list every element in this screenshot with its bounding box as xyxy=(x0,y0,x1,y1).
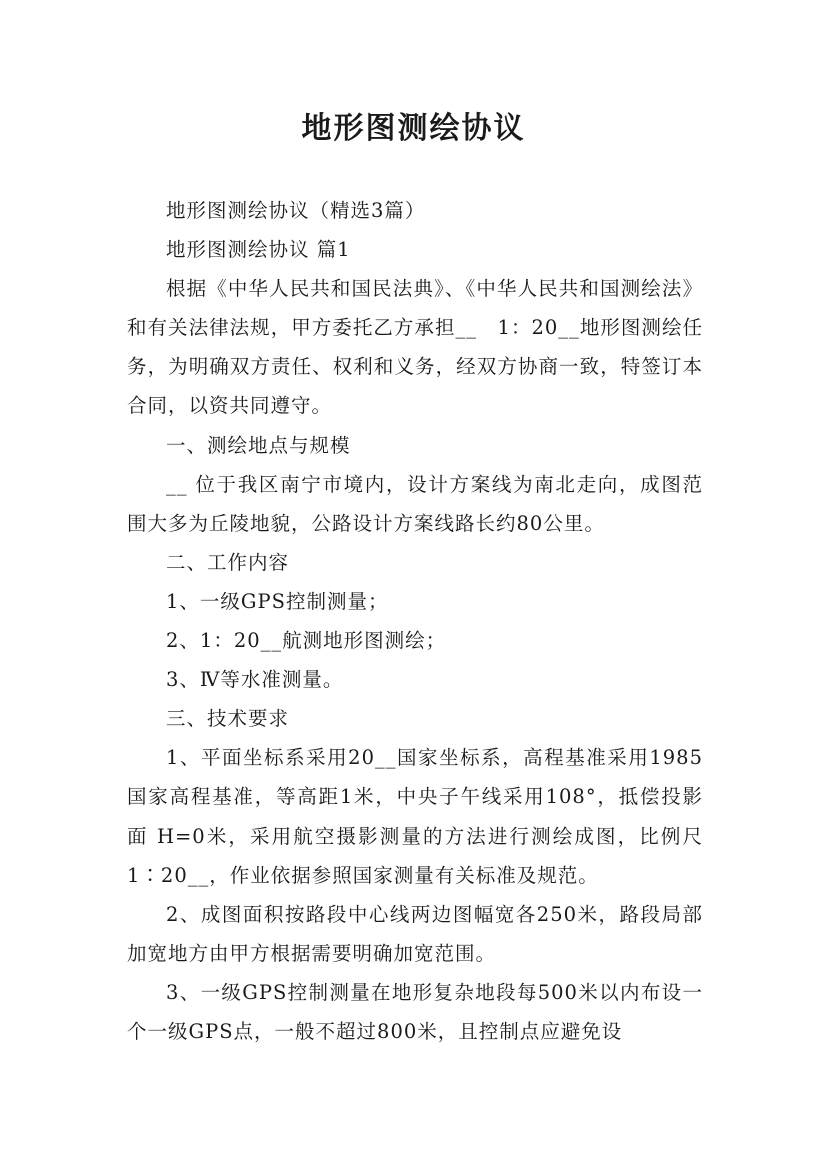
paragraph-section-heading: 地形图测绘协议 篇1 xyxy=(166,238,351,262)
paragraph-mapping-area: 2、成图面积按路段中心线两边图幅宽各250米，路段局部加宽地方由甲方根据需要明确加宽范围。 xyxy=(127,902,703,965)
document-title: 地形图测绘协议 xyxy=(301,111,526,146)
list-item-leveling: 3、Ⅳ等水准测量。 xyxy=(166,668,344,692)
list-item-aerial-survey: 2、1：20__航测地形图测绘； xyxy=(166,629,447,653)
paragraph-subtitle: 地形图测绘协议（精选3篇） xyxy=(166,199,426,222)
paragraph-coordinate-system: 1、平面坐标系采用20__国家坐标系，高程基准采用1985国家高程基准，等高距1米，中央子午线采用108°，抵偿投影面 H=0米，采用航空摄影测量的方法进行测绘成图，比例尺1∶20__，作业依据参照国家测量有关标准及规范。 xyxy=(127,746,703,887)
document-body xyxy=(127,191,703,1051)
heading-technical-requirements: 三、技术要求 xyxy=(166,707,290,731)
paragraph-gps-control: 3、一级GPS控制测量在地形复杂地段每500米以内布设一个一级GPS点，一般不超过800米，且控制点应避免设 xyxy=(127,980,703,1043)
heading-work-content: 二、工作内容 xyxy=(166,550,290,574)
heading-location-scale: 一、测绘地点与规模 xyxy=(166,433,351,457)
paragraph-location: __ 位于我区南宁市境内，设计方案线为南北走向，成图范围大多为丘陵地貌，公路设计方案线路长约80公里。 xyxy=(127,472,703,535)
paragraph-preamble: 根据《中华人民共和国民法典》、《中华人民共和国测绘法》和有关法律法规，甲方委托乙方承担__ 1：20__地形图测绘任务，为明确双方责任、权利和义务，经双方协商一致，特签订本合同，以资共同遵守。 xyxy=(127,277,703,418)
list-item-gps: 1、一级GPS控制测量； xyxy=(166,589,389,613)
